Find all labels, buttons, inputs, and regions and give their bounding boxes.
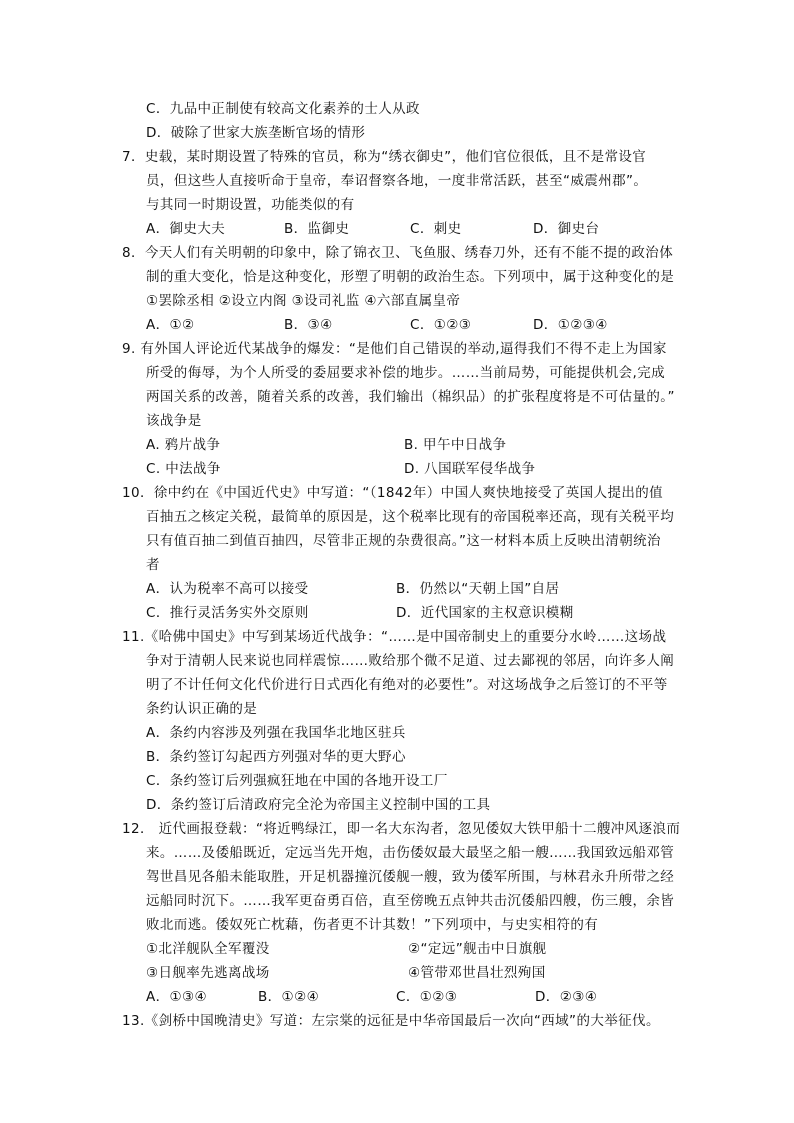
- q9-stem-line1: 9. 有外国人评论近代某战争的爆发：“是他们自己错误的举动,逼得我们不得不走上为国家: [122, 341, 667, 357]
- q9-option-b: B. 甲午中日战争: [404, 437, 507, 453]
- q9-stem-line4: 该战争是: [146, 413, 202, 429]
- q7-stem-line2: 员，但这些人直接听命于皇帝，奉诏督察各地，一度非常活跃，甚至“威震州郡”。: [146, 173, 648, 189]
- q7-option-b: B．监御史: [284, 221, 350, 237]
- q7-option-c: C．刺史: [410, 221, 462, 237]
- q10-stem-line2: 百抽五之核定关税，最简单的原因是，这个税率比现有的帝国税率还高，现有关税平均: [146, 509, 675, 525]
- q11-stem-line1: 11.《哈佛中国史》中写到某场近代战争：“……是中国帝制史上的重要分水岭……这场战: [122, 629, 667, 645]
- q7-stem-line1: 7．史载，某时期设置了特殊的官员，称为“绣衣御史”，他们官位很低，且不是常设官: [122, 149, 647, 165]
- q10-option-c: C．推行灵活务实外交原则: [146, 605, 309, 621]
- q11-stem-line4: 条约认识正确的是: [146, 701, 258, 717]
- q9-stem-line3: 两国关系的改善，随着关系的改善，我们输出（棉织品）的扩张程度将是不可估量的。”: [146, 389, 675, 405]
- q8-stem-line3: ①罢除丞相 ②设立内阁 ③设司礼监 ④六部直属皇帝: [146, 293, 461, 309]
- q9-stem-line2: 所受的侮辱，为个人所受的委屈要求补偿的地步。……当前局势，可能提供机会,完成: [146, 365, 665, 381]
- q12-option-d: D．②③④: [535, 989, 598, 1005]
- q10-option-a: A．认为税率不高可以接受: [146, 581, 309, 597]
- q9-option-a: A. 鸦片战争: [146, 437, 221, 453]
- q9-option-c: C. 中法战争: [146, 461, 221, 477]
- q10-option-d: D．近代国家的主权意识模糊: [396, 605, 574, 621]
- q13-stem-line1: 13.《剑桥中国晚清史》写道：左宗棠的远征是中华帝国最后一次向“西域”的大举征伐。: [122, 1013, 660, 1029]
- q12-option-a: A．①③④: [146, 989, 208, 1005]
- q10-stem-line3: 只有值百抽二到值百抽四，尽管非正规的杂费很高。”这一材料本质上反映出清朝统治: [146, 533, 661, 549]
- q12-item-1: ①北洋舰队全军覆没: [146, 941, 270, 957]
- q6-option-c: C．九品中正制使有较高文化素养的士人从政: [146, 101, 420, 117]
- q7-option-a: A．御史大夫: [146, 221, 226, 237]
- q9-option-d: D. 八国联军侵华战争: [404, 461, 536, 477]
- q7-option-d: D．御史台: [533, 221, 600, 237]
- q12-item-2: ②“定远”舰击中日旗舰: [408, 941, 547, 957]
- q7-stem-line3: 与其同一时期设置，功能类似的有: [146, 197, 355, 213]
- q11-stem-line3: 明了不计任何文化代价进行日式西化有绝对的必要性”。对这场战争之后签订的不平等: [146, 677, 668, 693]
- q12-stem-line4: 远船同时沉下。……我军更奋勇百倍，直至傍晚五点钟共击沉倭船四艘，伤三艘，余皆: [146, 893, 675, 909]
- q8-stem-line1: 8．今天人们有关明朝的印象中，除了锦衣卫、飞鱼服、绣春刀外，还有不能不提的政治体: [122, 245, 674, 261]
- q12-stem-line1: 12． 近代画报登载：“将近鸭绿江，即一名大东沟者，忽见倭奴大铁甲船十二艘冲风逐浪而: [122, 821, 681, 837]
- q12-stem-line3: 驾世昌见各船未能取胜，开足机器撞沉倭舰一艘，致为倭军所围，与林君永升所带之经: [146, 869, 675, 885]
- q11-option-b: B．条约签订勾起西方列强对华的更大野心: [146, 749, 406, 765]
- q11-stem-line2: 争对于清朝人民来说也同样震惊……败给那个微不足道、过去鄙视的邻居，向许多人阐: [146, 653, 675, 669]
- q8-option-c: C．①②③: [410, 317, 472, 333]
- q12-item-3: ③日舰率先逃离战场: [146, 965, 270, 981]
- q12-stem-line2: 来。……及倭船既近，定远当先开炮，击伤倭奴最大最坚之船一艘……我国致远船邓管: [146, 845, 675, 861]
- q12-item-4: ④管带邓世昌壮烈殉国: [408, 965, 546, 981]
- q10-stem-line4: 者: [146, 557, 160, 573]
- q12-option-b: B．①②④: [258, 989, 320, 1005]
- q10-option-b: B．仍然以“天朝上国”自居: [396, 581, 560, 597]
- q8-option-d: D．①②③④: [533, 317, 608, 333]
- q10-stem-line1: 10．徐中约在《中国近代史》中写道：“（1842年）中国人爽快地接受了英国人提出的值: [122, 485, 664, 501]
- q8-option-a: A．①②: [146, 317, 195, 333]
- q11-option-c: C．条约签订后列强疯狂地在中国的各地开设工厂: [146, 773, 448, 789]
- q11-option-a: A．条约内容涉及列强在我国华北地区驻兵: [146, 725, 406, 741]
- q6-option-d: D．破除了世家大族垄断官场的情形: [146, 125, 366, 141]
- q8-stem-line2: 制的重大变化，恰是这种变化，形塑了明朝的政治生态。下列项中，属于这种变化的是: [146, 269, 675, 285]
- q12-option-c: C．①②③: [396, 989, 458, 1005]
- q11-option-d: D．条约签订后清政府完全沦为帝国主义控制中国的工具: [146, 797, 491, 813]
- q12-stem-line5: 败北而逃。倭奴死亡枕藉，伤者更不计其数！”下列项中，与史实相符的有: [146, 917, 599, 933]
- q8-option-b: B．③④: [284, 317, 333, 333]
